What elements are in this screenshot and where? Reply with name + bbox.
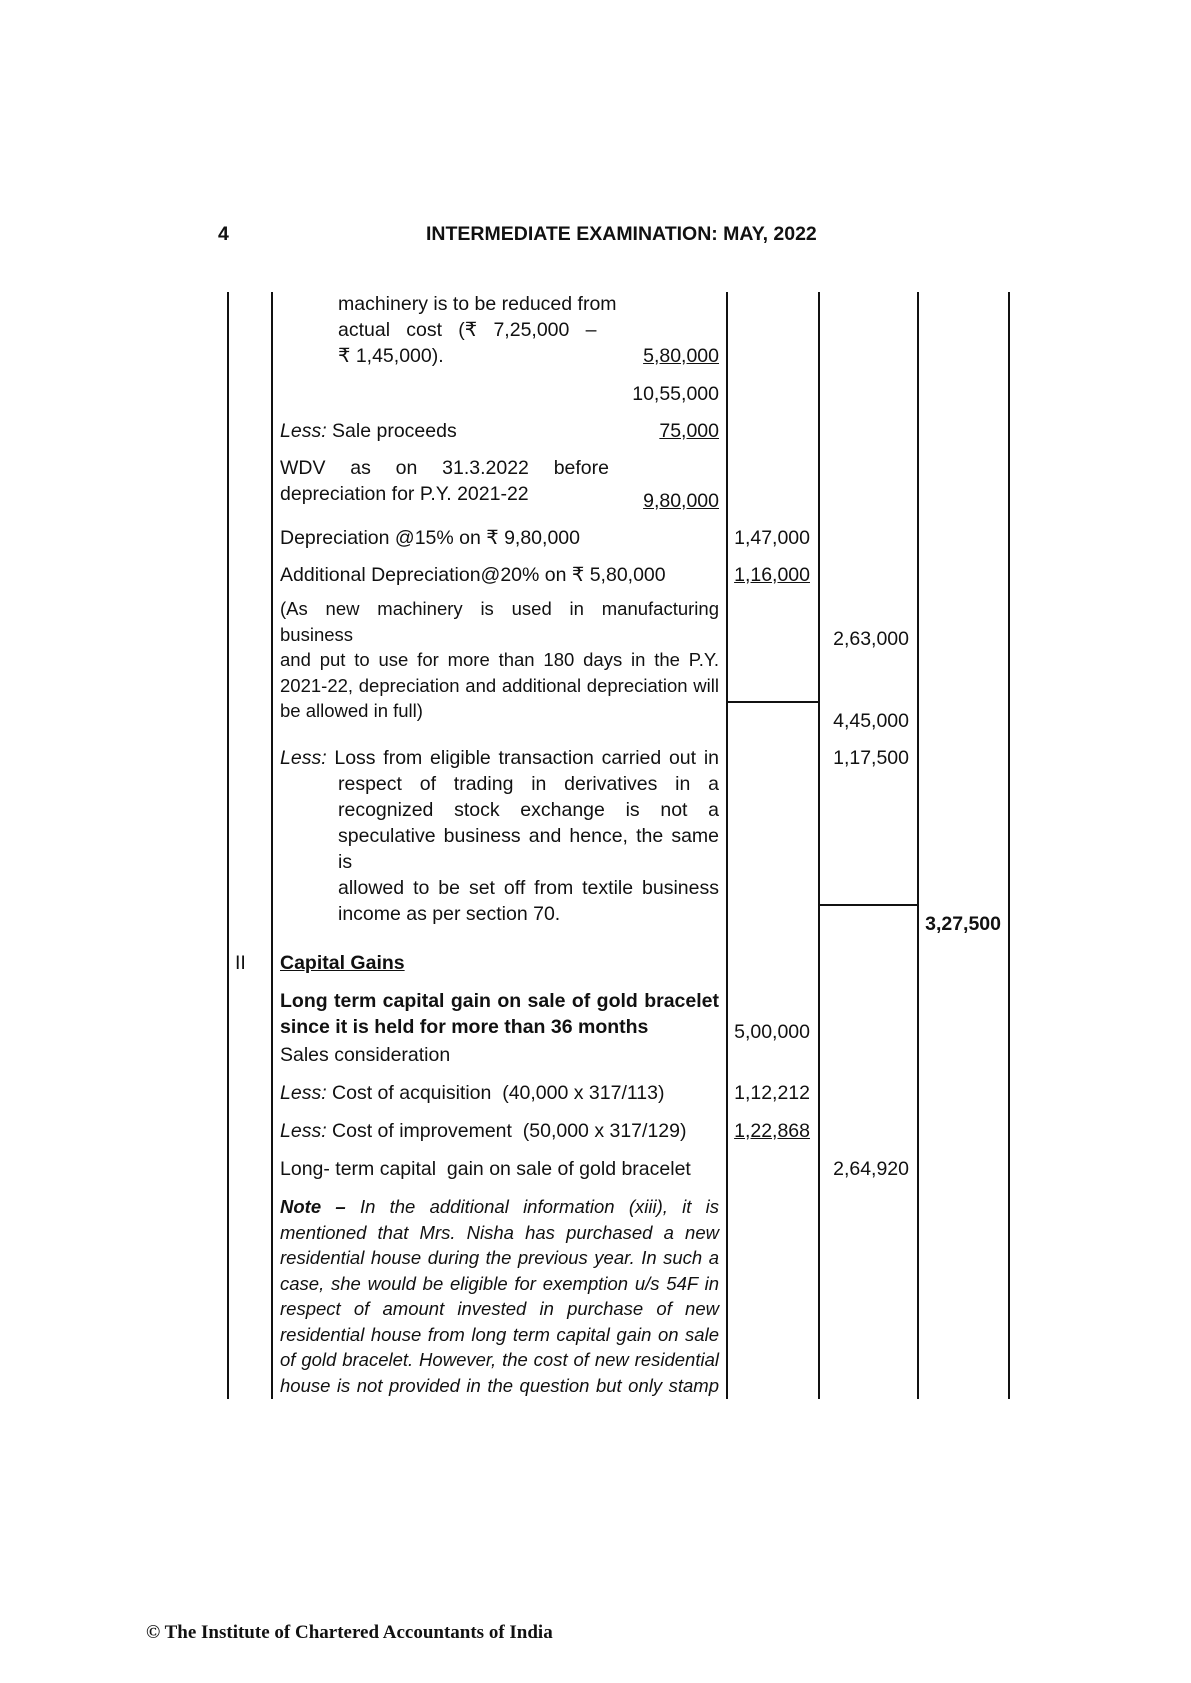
depreciation-amount: 1,47,000 xyxy=(734,527,810,549)
machinery-line-1: machinery is to be reduced from xyxy=(338,293,617,315)
capital-gains-roman: II xyxy=(235,952,246,974)
footer-copyright: © The Institute of Chartered Accountants of India xyxy=(146,1622,553,1643)
cost-acquisition-label: Less: Cost of acquisition (40,000 x 317/113) xyxy=(280,1082,665,1104)
additional-depreciation-label: Additional Depreciation@20% on ₹ 5,80,000 xyxy=(280,564,666,586)
ltcg-heading-line-2: since it is held for more than 36 months xyxy=(280,1016,649,1038)
page-number: 4 xyxy=(218,223,229,245)
ltcg-amount: 2,64,920 xyxy=(833,1158,909,1180)
depreciation-note: (As new machinery is used in manufacturing business and put to use for more than 180 days in the P.Y. 2021-22, depreciation and additional depreciation will be allowed in full) xyxy=(280,598,719,721)
derivative-loss-first-line: Less: Loss from eligible transaction carried out in xyxy=(280,747,719,769)
derivative-loss-amount: 1,17,500 xyxy=(833,747,909,769)
ltcg-label: Long- term capital gain on sale of gold bracelet xyxy=(280,1158,691,1180)
note-paragraph: Note – In the additional information (xiii), it is mentioned that Mrs. Nisha has purchased a new residential house during the previous year. In such a case, she would be eligible for exemption u/s 54F in respect of amount invested in purchase of new residential house from long term capital gain on sale of gold bracelet. However, the cost of new residential house is not provided in the question but only stamp xyxy=(280,1196,720,1396)
depreciation-label: Depreciation @15% on ₹ 9,80,000 xyxy=(280,527,580,549)
business-subtotal: 4,45,000 xyxy=(833,710,909,732)
cost-improvement-amount: 1,22,868 xyxy=(734,1120,810,1142)
depreciation-total: 2,63,000 xyxy=(833,628,909,650)
sale-proceeds-label: Less: Sale proceeds xyxy=(280,420,457,442)
machinery-line-3: ₹ 1,45,000). xyxy=(338,345,444,367)
additional-depreciation-amount: 1,16,000 xyxy=(734,564,810,586)
wdv-label-line-2: depreciation for P.Y. 2021-22 xyxy=(280,483,529,505)
sales-consideration-label: Sales consideration xyxy=(280,1044,451,1066)
cost-improvement-label: Less: Cost of improvement (50,000 x 317/129) xyxy=(280,1120,687,1142)
pgbp-total: 3,27,500 xyxy=(925,913,1001,935)
sales-consideration-amount: 5,00,000 xyxy=(734,1021,810,1043)
sale-proceeds-amount: 75,000 xyxy=(659,420,719,442)
wdv-amount: 9,80,000 xyxy=(643,490,719,512)
page-title: INTERMEDIATE EXAMINATION: MAY, 2022 xyxy=(426,223,817,245)
capital-gains-heading: Capital Gains xyxy=(280,952,405,974)
machinery-amount: 5,80,000 xyxy=(643,345,719,367)
machinery-line-2: actual cost (₹ 7,25,000 – xyxy=(338,319,597,341)
cost-acquisition-amount: 1,12,212 xyxy=(734,1082,810,1104)
wdv-label: WDV as on 31.3.2022 before xyxy=(280,457,609,479)
ltcg-heading: Long term capital gain on sale of gold bracelet xyxy=(280,990,719,1012)
derivative-loss-text: respect of trading in derivatives in a recognized stock exchange is not a speculative business and hence, the same is allowed to be set off from textile business income as per section 70. xyxy=(338,773,719,925)
subtotal-amount: 10,55,000 xyxy=(632,383,719,405)
